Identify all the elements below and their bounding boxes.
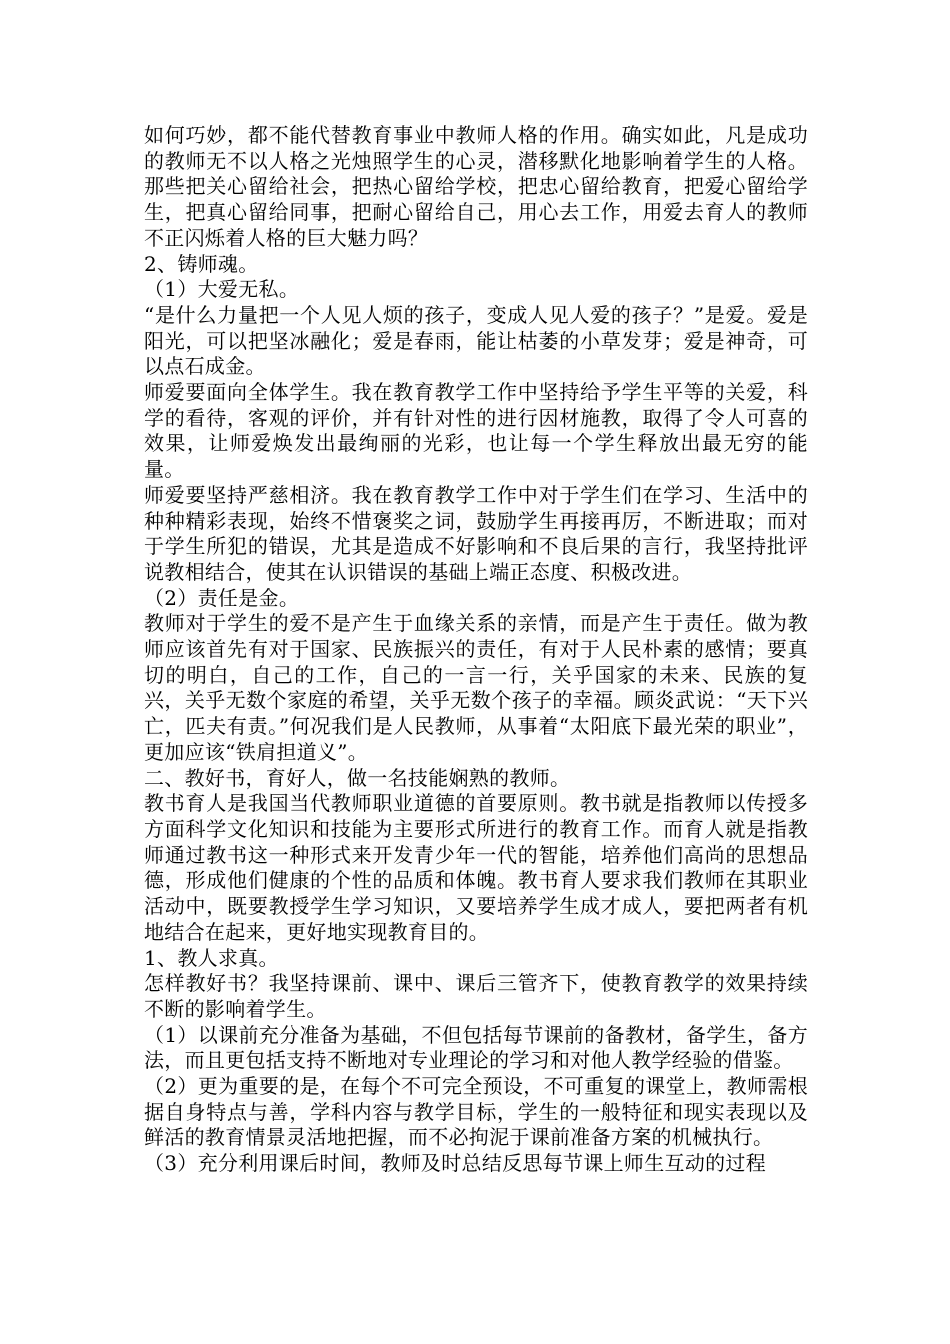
heading-zhu-shi-hun: 2、铸师魂。: [144, 251, 259, 276]
list-item-2: （2）更为重要的是，在每个不可完全预设，不可重复的课堂上，教师需根据自身特点与善，学科内容与教学目标，学生的一般特征和现实表现以及鲜活的教育情景灵活地把握，而不必拘泥于课前准备方案的机械执行。: [144, 1074, 808, 1150]
paragraph-all-students: 师爱要面向全体学生。我在教育教学工作中坚持给予学生平等的关爱，科学的看待，客观的评价，并有针对性的进行因材施教，取得了令人可喜的效果，让师爱焕发出最绚丽的光彩，也让每一个学生释放出最无穷的能量。: [144, 380, 808, 482]
list-item-3: （3）充分利用课后时间，教师及时总结反思每节课上师生互动的过程: [144, 1151, 767, 1176]
heading-section-two: 二、教好书，育好人，做一名技能娴熟的教师。: [144, 765, 571, 790]
subheading-responsibility: （2）责任是金。: [144, 585, 300, 610]
document-body: [144, 123, 808, 1177]
paragraph-continuation: 如何巧妙，都不能代替教育事业中教师人格的作用。确实如此，凡是成功的教师无不以人格之光烛照学生的心灵，潜移默化地影响着学生的人格。那些把关心留给社会，把热心留给学校，把忠心留给教育，把爱心留给学生，把真心留给同事，把耐心留给自己，用心去工作，用爱去育人的教师不正闪烁着人格的巨大魅力吗？: [144, 123, 808, 250]
paragraph-teaching-principle: 教书育人是我国当代教师职业道德的首要原则。教书就是指教师以传授多方面科学文化知识和技能为主要形式所进行的教育工作。而育人就是指教师通过教书这一种形式来开发青少年一代的智能，培养他们高尚的思想品德，形成他们健康的个性的品质和体魄。教书育人要求我们教师在其职业活动中，既要教授学生学习知识，又要培养学生成才成人，要把两者有机地结合在起来，更好地实现教育目的。: [144, 791, 808, 944]
list-item-1: （1）以课前充分准备为基础，不但包括每节课前的备教材，备学生，备方法，而且更包括支持不断地对专业理论的学习和对他人教学经验的借鉴。: [144, 1022, 808, 1073]
paragraph-strict-kind: 师爱要坚持严慈相济。我在教育教学工作中对于学生们在学习、生活中的种种精彩表现，始终不惜褒奖之词，鼓励学生再接再厉，不断进取；而对于学生所犯的错误，尤其是造成不好影响和不良后果的言行，我坚持批评说教相结合，使其在认识错误的基础上端正态度、积极改进。: [144, 482, 808, 584]
paragraph-responsibility: 教师对于学生的爱不是产生于血缘关系的亲情，而是产生于责任。做为教师应该首先有对于国家、民族振兴的责任，有对于人民朴素的感情；要真切的明白，自己的工作，自己的一言一行，关乎国家的未来、民族的复兴，关乎无数个家庭的希望，关乎无数个孩子的幸福。顾炎武说：“天下兴亡，匹夫有责。”何况我们是人民教师，从事着“太阳底下最光荣的职业”，更加应该“铁肩担道义”。: [144, 611, 808, 764]
heading-seek-truth: 1、教人求真。: [144, 945, 279, 970]
subheading-da-ai-wu-si: （1）大爱无私。: [144, 277, 300, 302]
paragraph-how-to-teach: 怎样教好书？我坚持课前、课中、课后三管齐下，使教育教学的效果持续不断的影响着学生。: [144, 971, 808, 1021]
paragraph-ai-quote: “是什么力量把一个人见人烦的孩子，变成人见人爱的孩子？”是爱。爱是阳光，可以把坚冰融化；爱是春雨，能让枯萎的小草发芽；爱是神奇，可以点石成金。: [144, 302, 808, 379]
